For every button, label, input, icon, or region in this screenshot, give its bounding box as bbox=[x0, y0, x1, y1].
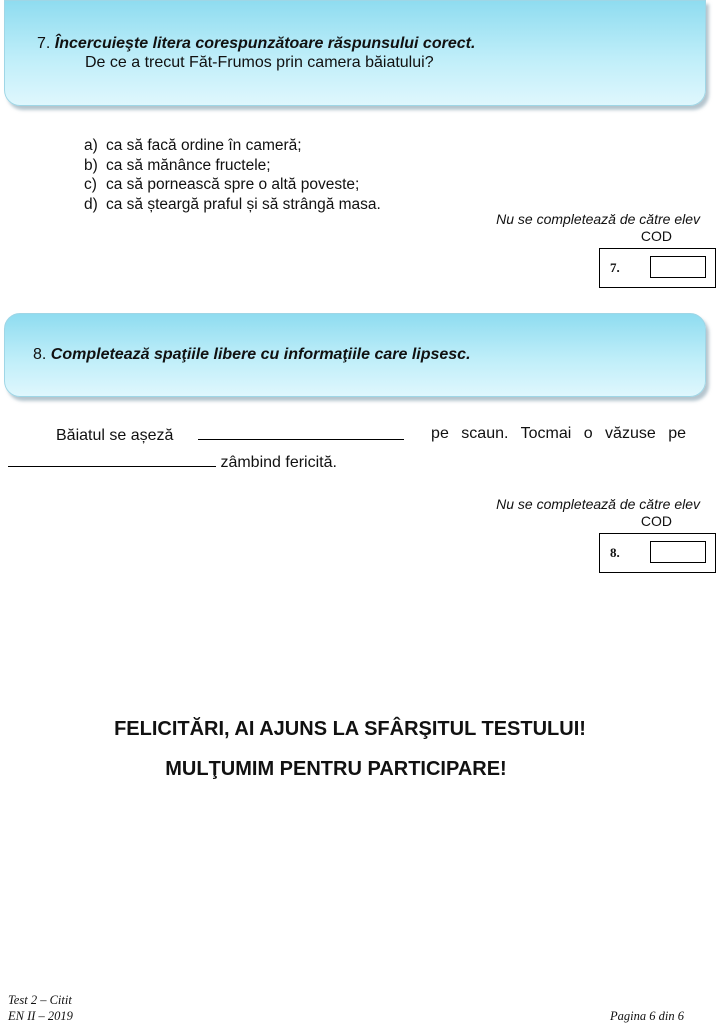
sentence-start: Băiatul se așeză bbox=[56, 427, 174, 444]
fill-blank-2[interactable] bbox=[8, 452, 216, 467]
question-7-options bbox=[84, 136, 381, 214]
question-7-banner bbox=[4, 0, 706, 106]
option-d[interactable] bbox=[84, 195, 381, 215]
option-text: ca să pornească spre o altă poveste; bbox=[106, 176, 360, 193]
option-text: ca să facă ordine în cameră; bbox=[106, 137, 302, 154]
closing-congratulations: FELICITĂRI, AI AJUNS LA SFÂRŞITUL TESTULUI! bbox=[114, 718, 586, 740]
code-box-field[interactable] bbox=[650, 541, 706, 563]
footer-page-number: Pagina 6 din 6 bbox=[610, 1009, 684, 1023]
fill-blank-1[interactable] bbox=[198, 425, 404, 440]
code-box-number: 8. bbox=[610, 545, 620, 560]
option-label: a) bbox=[84, 137, 98, 154]
option-c[interactable] bbox=[84, 175, 381, 195]
question-7-instruction-line bbox=[37, 35, 475, 53]
option-text: ca să șteargă praful și să strângă masa. bbox=[106, 195, 381, 213]
question-8-sentence-line-1 bbox=[56, 425, 686, 445]
question-8-instruction: Completează spaţiile libere cu informaţiile care lipsesc. bbox=[50, 346, 471, 363]
option-label: b) bbox=[84, 156, 98, 174]
code-box-number: 7. bbox=[610, 260, 620, 275]
footer-test-name: Test 2 – Citit bbox=[8, 993, 72, 1007]
question-8-instruction-line bbox=[33, 346, 471, 364]
question-8-cod-label: COD bbox=[640, 513, 672, 529]
sentence-middle: pe scaun. Tocmai o văzuse pe bbox=[431, 425, 686, 442]
option-label: c) bbox=[84, 176, 97, 193]
question-7-text: De ce a trecut Făt-Frumos prin camera băiatului? bbox=[85, 54, 434, 71]
code-box-field[interactable] bbox=[650, 256, 706, 278]
question-8-code-box bbox=[599, 533, 716, 573]
closing-thanks: MULŢUMIM PENTRU PARTICIPARE! bbox=[165, 758, 507, 780]
footer-exam: EN II – 2019 bbox=[8, 1009, 73, 1023]
question-7-teacher-note: Nu se completează de către elev bbox=[496, 211, 700, 227]
question-8-teacher-note: Nu se completează de către elev bbox=[496, 496, 700, 512]
question-8-sentence-line-2 bbox=[8, 452, 337, 472]
option-b[interactable] bbox=[84, 156, 381, 176]
option-text: ca să mănânce fructele; bbox=[106, 156, 271, 174]
sentence-end: zâmbind fericită. bbox=[220, 454, 337, 471]
question-7-cod-label: COD bbox=[640, 228, 672, 244]
question-7-code-box bbox=[599, 248, 716, 288]
question-7-instruction: Încercuieşte litera corespunzătoare răspunsului corect. bbox=[54, 35, 476, 52]
option-label: d) bbox=[84, 195, 98, 213]
question-8-banner bbox=[4, 313, 706, 397]
question-7-number: 7. bbox=[37, 35, 51, 52]
question-8-number: 8. bbox=[33, 346, 47, 363]
option-a[interactable] bbox=[84, 136, 381, 156]
